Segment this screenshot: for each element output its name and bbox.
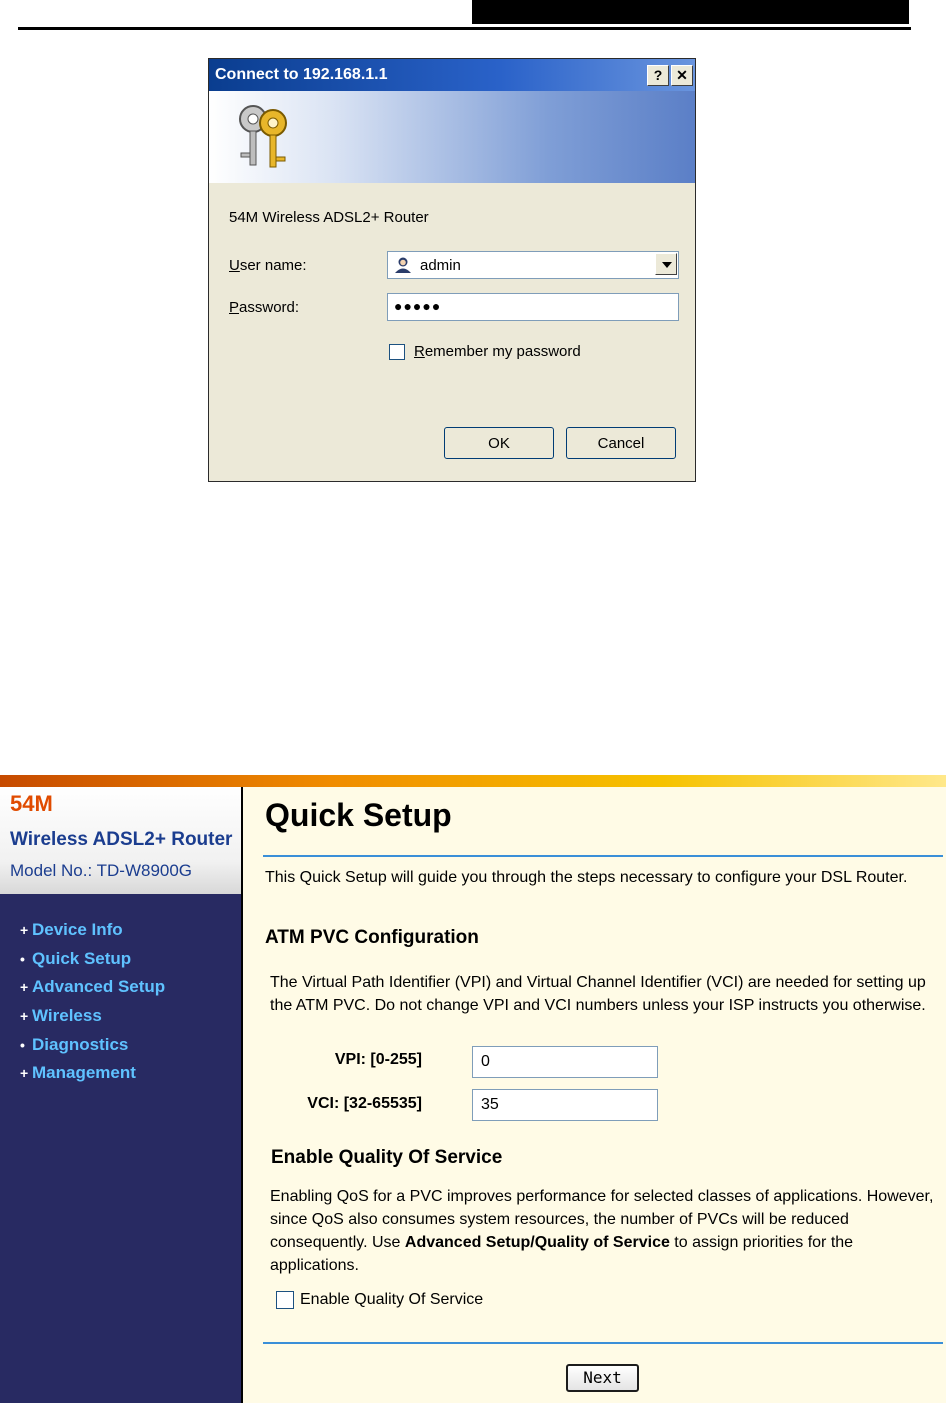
qos-desc-part-2: to assign priorities for the applications. xyxy=(270,1234,854,1274)
username-label-text: ser name: xyxy=(239,257,307,274)
nav-label: Quick Setup xyxy=(32,949,132,968)
dialog-titlebar xyxy=(209,59,695,91)
password-label-accesskey: P xyxy=(229,299,240,316)
qos-desc-part-1: Enabling QoS for a PVC improves performance for selected classes of applications. However, since QoS also consumes system resources, the number of PVCs will be reduced consequently. Use xyxy=(270,1188,934,1251)
nav-mark: • xyxy=(20,951,25,967)
password-value: ●●●●● xyxy=(394,298,442,314)
ok-button[interactable]: OK xyxy=(444,427,554,459)
atm-description: The Virtual Path Identifier (VPI) and Virtual Channel Identifier (VCI) are needed for setting up the ATM PVC. Do not change VPI and VCI numbers unless your ISP instructs you otherwise. xyxy=(270,974,926,1014)
nav-label: Advanced Setup xyxy=(32,977,166,996)
nav-mark: + xyxy=(20,979,29,995)
qos-heading: Enable Quality Of Service xyxy=(271,1147,503,1168)
router-logo xyxy=(0,787,241,894)
remember-checkbox[interactable] xyxy=(389,344,405,360)
vci-label: VCI: [32-65535] xyxy=(307,1095,422,1112)
close-button[interactable]: ✕ xyxy=(671,65,693,86)
nav-mark: + xyxy=(20,1065,29,1081)
header-black-bar xyxy=(472,0,909,24)
dialog-realm: 54M Wireless ADSL2+ Router xyxy=(229,209,429,226)
qos-checkbox[interactable] xyxy=(276,1291,294,1309)
router-top-stripe xyxy=(0,775,946,787)
password-label-text: assword: xyxy=(239,299,300,316)
vpi-label: VPI: [0-255] xyxy=(334,1051,422,1068)
nav-label: Device Info xyxy=(32,920,123,939)
nav-device-info[interactable] xyxy=(20,920,123,940)
router-sidebar xyxy=(0,787,243,1403)
remember-label-accesskey: R xyxy=(414,343,425,360)
dialog-banner xyxy=(209,91,695,183)
next-button[interactable]: Next xyxy=(566,1364,639,1392)
nav-mark: + xyxy=(20,1008,29,1024)
router-page xyxy=(0,775,946,1403)
keys-icon xyxy=(233,101,297,173)
dialog-title: Connect to 192.168.1.1 xyxy=(215,66,388,83)
logo-model: Model No.: TD-W8900G xyxy=(10,861,193,880)
nav-management[interactable] xyxy=(20,1063,136,1083)
nav-label: Management xyxy=(32,1063,136,1082)
nav-wireless[interactable] xyxy=(20,1006,102,1026)
password-field[interactable] xyxy=(387,293,679,321)
login-dialog xyxy=(208,58,696,482)
remember-label xyxy=(414,343,581,360)
bottom-divider xyxy=(263,1342,943,1344)
vpi-input[interactable]: 0 xyxy=(472,1046,658,1078)
nav-advanced-setup[interactable] xyxy=(20,977,165,997)
nav-label: Wireless xyxy=(32,1006,102,1025)
username-value: admin xyxy=(420,257,461,274)
qos-desc-link-text: Advanced Setup/Quality of Service xyxy=(404,1234,670,1251)
username-combobox[interactable] xyxy=(387,251,679,279)
atm-heading: ATM PVC Configuration xyxy=(265,927,479,948)
logo-product: Wireless ADSL2+ Router xyxy=(10,829,233,850)
intro-text: This Quick Setup will guide you through the steps necessary to configure your DSL Router. xyxy=(265,869,908,886)
combobox-arrow-icon[interactable] xyxy=(655,253,677,275)
nav-quick-setup[interactable] xyxy=(20,949,131,969)
qos-checkbox-label: Enable Quality Of Service xyxy=(300,1291,484,1308)
nav-diagnostics[interactable] xyxy=(20,1035,128,1055)
nav-mark: • xyxy=(20,1037,25,1053)
nav-mark: + xyxy=(20,922,29,938)
logo-brand: 54M xyxy=(10,791,53,816)
username-label-accesskey: U xyxy=(229,257,240,274)
page-title: Quick Setup xyxy=(265,797,452,833)
nav-label: Diagnostics xyxy=(32,1035,129,1054)
remember-label-text: emember my password xyxy=(424,343,581,360)
user-icon xyxy=(394,256,412,274)
vci-input[interactable]: 35 xyxy=(472,1089,658,1121)
header-rule xyxy=(18,27,911,30)
password-label xyxy=(229,299,299,316)
cancel-button[interactable]: Cancel xyxy=(566,427,676,459)
title-divider xyxy=(263,855,943,857)
username-label xyxy=(229,257,307,274)
help-button[interactable]: ? xyxy=(647,65,669,86)
qos-description xyxy=(270,1185,942,1277)
